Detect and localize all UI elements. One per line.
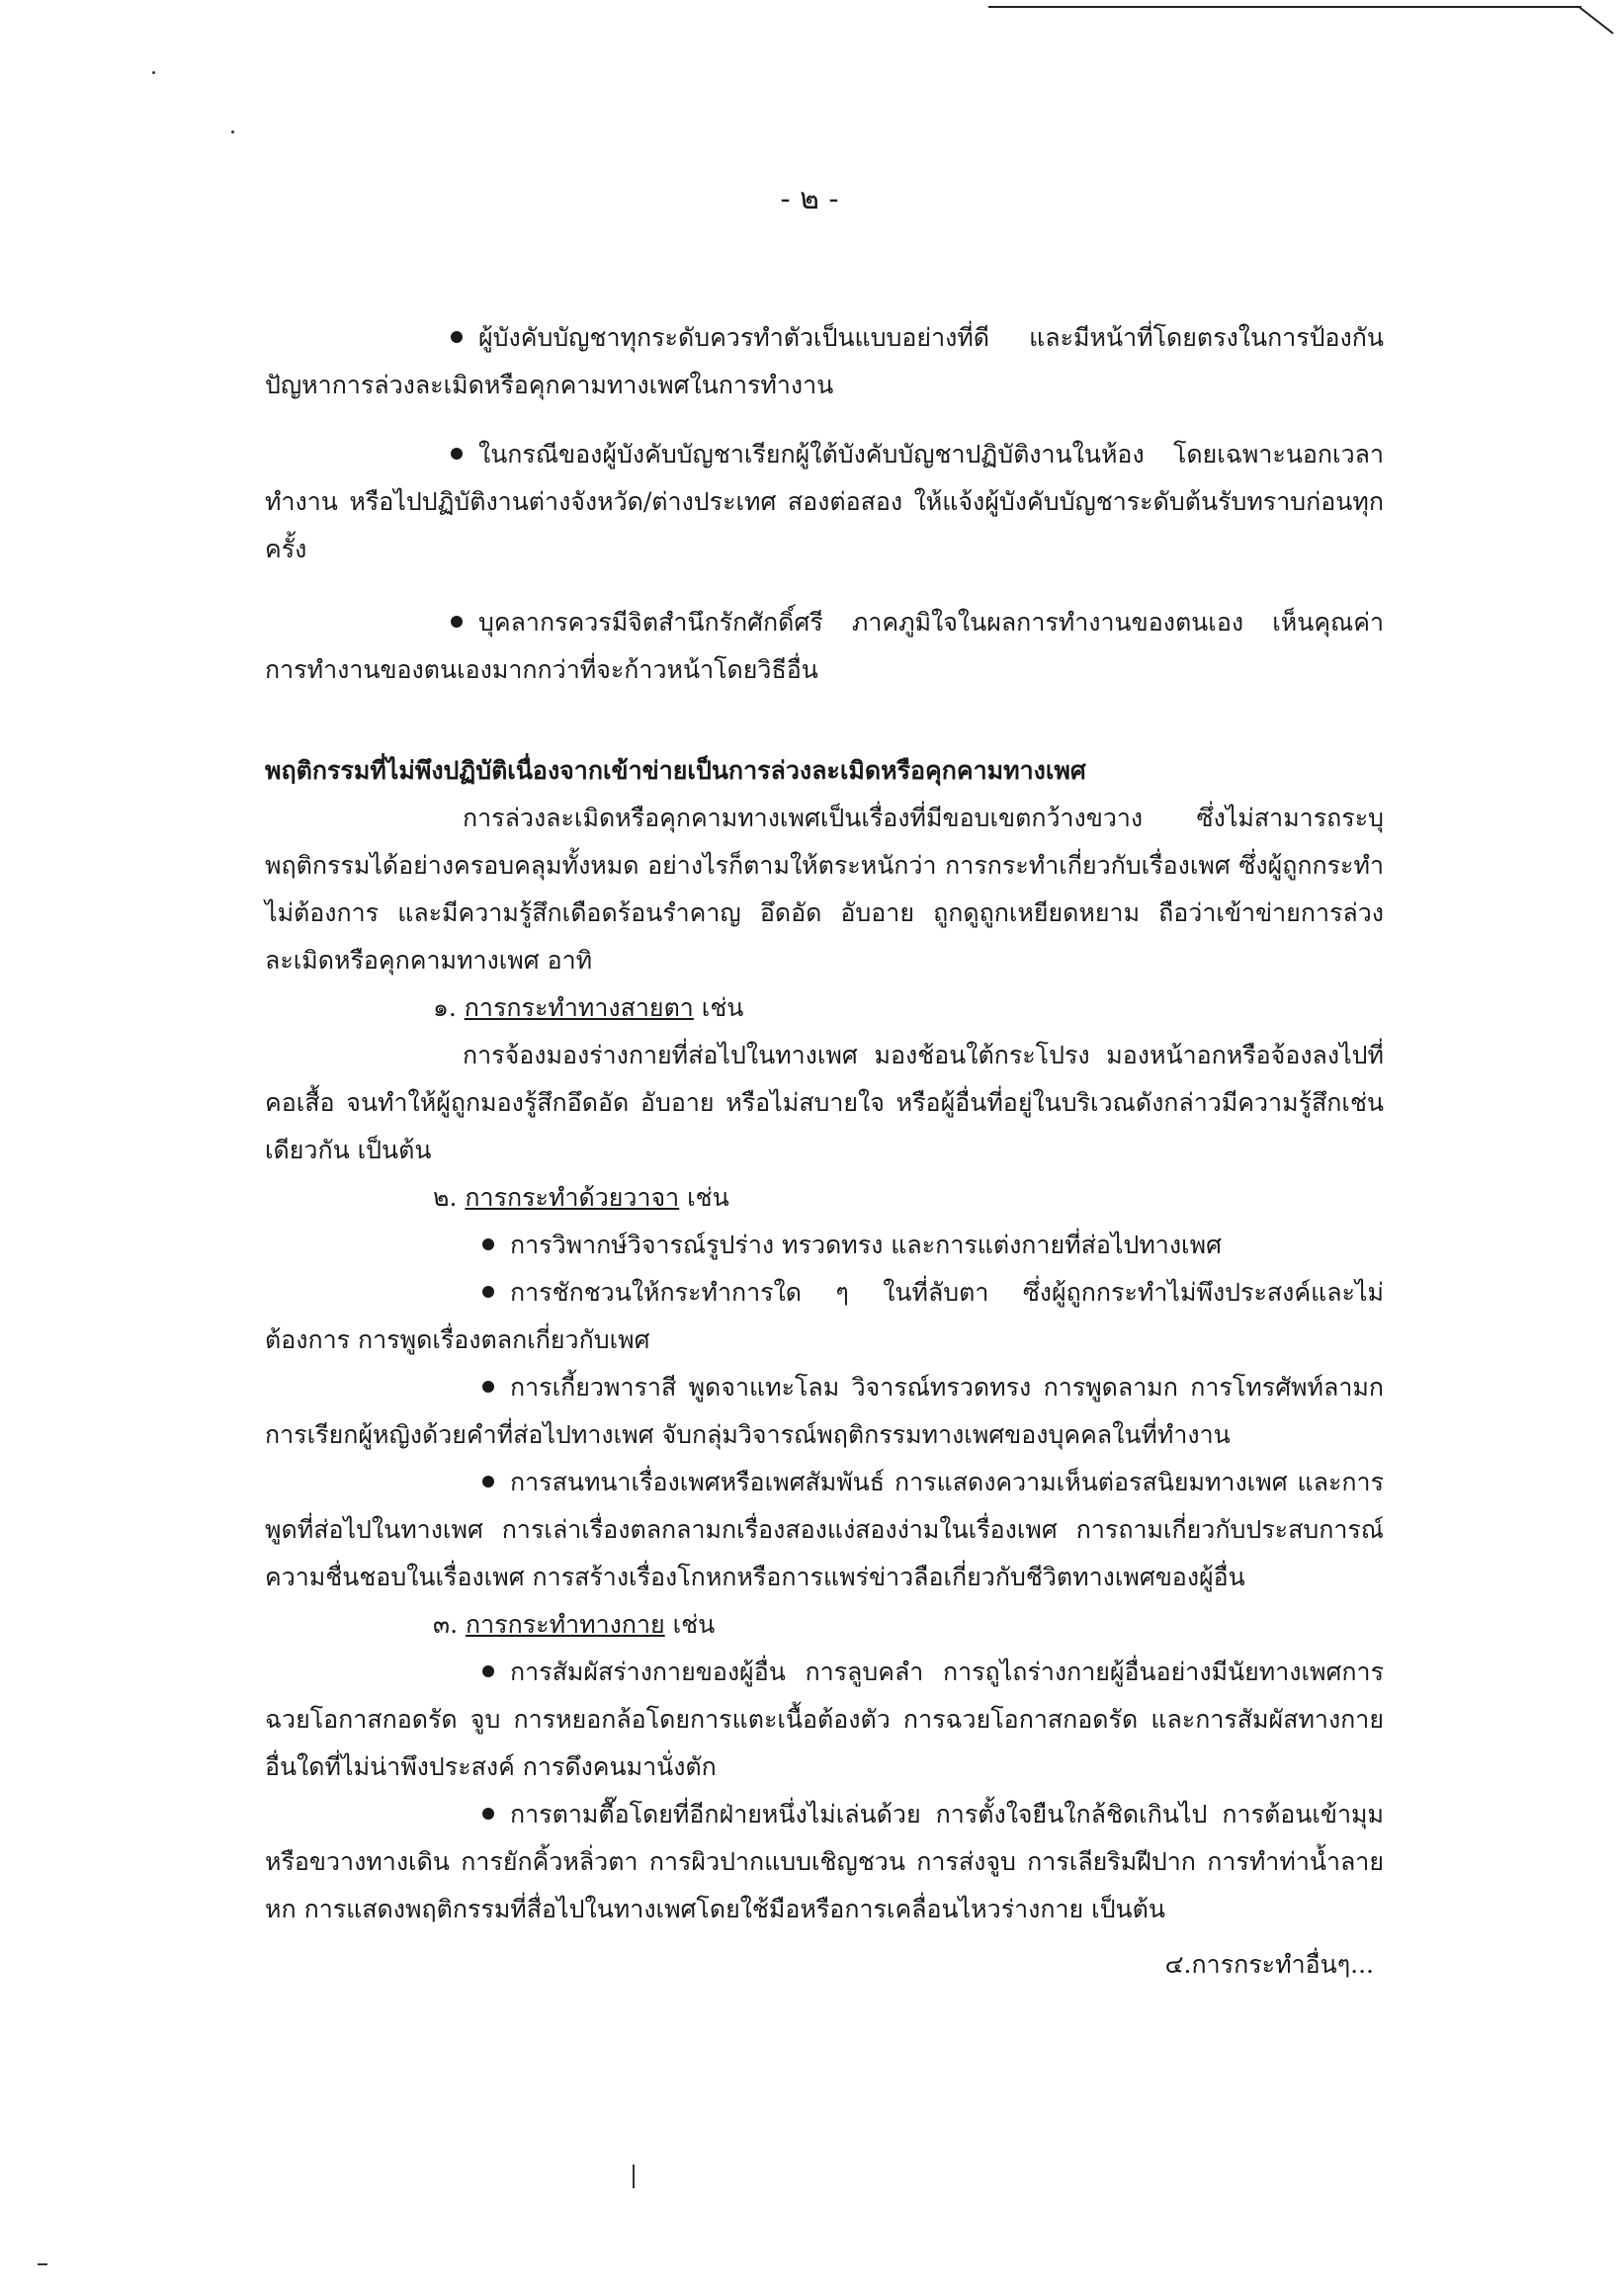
section-intro: การล่วงละเมิดหรือคุกคามทางเพศเป็นเรื่องที่มีขอบเขตกว้างขวาง ซึ่งไม่สามารถระบุพฤติกรรมได้อย่างครอบคลุมทั้งหมด อย่างไรก็ตามให้ตระหนักว่า การกระทำเกี่ยวกับเรื่องเพศ ซึ่งผู้ถูกกระทำไม่ต้องการ และมีความรู้สึกเดือดร้อนรำคาญ อึดอัด อับอาย ถูกดูถูกเหยียดหยาม ถือว่าเข้าข่ายการล่วงละเมิดหรือคุกคามทางเพศ อาทิ bbox=[265, 804, 1384, 975]
item-1-heading bbox=[265, 984, 1384, 1032]
bullet-item bbox=[265, 314, 1384, 409]
item-suffix: เช่น bbox=[664, 1610, 716, 1639]
scan-speck bbox=[231, 130, 234, 133]
bullet-icon bbox=[482, 1286, 494, 1298]
item-suffix: เช่น bbox=[693, 993, 744, 1022]
scan-speck bbox=[633, 2165, 635, 2188]
item-title: การกระทำทางสายตา bbox=[464, 993, 694, 1022]
bullet-item bbox=[265, 599, 1384, 694]
bullet-item bbox=[265, 1649, 1384, 1791]
document-body bbox=[265, 314, 1384, 1933]
bullet-icon bbox=[451, 331, 463, 343]
bullet-text: ผู้บังคับบัญชาทุกระดับควรทำตัวเป็นแบบอย่างที่ดี และมีหน้าที่โดยตรงในการป้องกันปัญหาการล่วงละเมิดหรือคุกคามทางเพศในการทำงาน bbox=[265, 323, 1384, 399]
bullet-icon bbox=[451, 448, 463, 460]
bullet-icon bbox=[482, 1808, 494, 1820]
bullet-item bbox=[265, 1459, 1384, 1601]
item-number: ๒. bbox=[433, 1183, 458, 1212]
item-suffix: เช่น bbox=[679, 1183, 729, 1212]
scan-speck bbox=[152, 71, 155, 74]
bullet-text: การสนทนาเรื่องเพศหรือเพศสัมพันธ์ การแสดงความเห็นต่อรสนิยมทางเพศ และการพูดที่ส่อไปในทางเพศ การเล่าเรื่องตลกลามกเรื่องสองแง่สองง่ามในเรื่องเพศ การถามเกี่ยวกับประสบการณ์ ความชื่นชอบในเรื่องเพศ การสร้างเรื่องโกหกหรือการแพร่ข่าวลือเกี่ยวกับชีวิตทางเพศของผู้อื่น bbox=[265, 1468, 1384, 1591]
scan-corner-line bbox=[1578, 6, 1614, 35]
item-2-heading bbox=[265, 1174, 1384, 1222]
item-number: ๓. bbox=[433, 1610, 459, 1639]
scan-speck bbox=[38, 2263, 47, 2265]
bullet-text: การสัมผัสร่างกายของผู้อื่น การลูบคลำ การถูไถร่างกายผู้อื่นอย่างมีนัยทางเพศการฉวยโอกาสกอดรัด จูบ การหยอกล้อโดยการแตะเนื้อต้องตัว การฉวยโอกาสกอดรัด และการสัมผัสทางกายอื่นใดที่ไม่น่าพึงประสงค์ การดึงคนมานั่งตัก bbox=[265, 1658, 1384, 1781]
bullet-item bbox=[265, 431, 1384, 573]
item-1-text: การจ้องมองร่างกายที่ส่อไปในทางเพศ มองช้อนใต้กระโปรง มองหน้าอกหรือจ้องลงไปที่คอเสื้อ จนทำให้ผู้ถูกมองรู้สึกอึดอัด อับอาย หรือไม่สบายใจ หรือผู้อื่นที่อยู่ในบริเวณดังกล่าวมีความรู้สึกเช่นเดียวกัน เป็นต้น bbox=[265, 1041, 1384, 1164]
bullet-text: ในกรณีของผู้บังคับบัญชาเรียกผู้ใต้บังคับบัญชาปฏิบัติงานในห้อง โดยเฉพาะนอกเวลาทำงาน หรือไปปฏิบัติงานต่างจังหวัด/ต่างประเทศ สองต่อสอง ให้แจ้งผู้บังคับบัญชาระดับต้นรับทราบก่อนทุกครั้ง bbox=[265, 440, 1384, 563]
bullet-text: การชักชวนให้กระทำการใด ๆ ในที่ลับตา ซึ่งผู้ถูกกระทำไม่พึงประสงค์และไม่ต้องการ การพูดเรื่องตลกเกี่ยวกับเพศ bbox=[265, 1278, 1384, 1354]
bullet-item bbox=[265, 1269, 1384, 1364]
bullet-item bbox=[265, 1222, 1384, 1269]
bullet-text: การวิพากษ์วิจารณ์รูปร่าง ทรวดทรง และการแต่งกายที่ส่อไปทางเพศ bbox=[510, 1231, 1222, 1259]
scan-border-line bbox=[988, 6, 1581, 8]
bullet-text: การตามตื๊อโดยที่อีกฝ่ายหนึ่งไม่เล่นด้วย การตั้งใจยืนใกล้ชิดเกินไป การต้อนเข้ามุมหรือขวางทางเดิน การยักคิ้วหลิ่วตา การผิวปากแบบเชิญชวน การส่งจูบ การเลียริมฝีปาก การทำท่าน้ำลายหก การแสดงพฤติกรรมที่สื่อไปในทางเพศโดยใช้มือหรือการเคลื่อนไหวร่างกาย เป็นต้น bbox=[265, 1800, 1384, 1923]
bullet-icon bbox=[482, 1238, 494, 1250]
bullet-icon bbox=[482, 1381, 494, 1393]
item-title: การกระทำด้วยวาจา bbox=[465, 1183, 680, 1212]
item-title: การกระทำทางกาย bbox=[466, 1610, 665, 1639]
bullet-item bbox=[265, 1791, 1384, 1933]
item-number: ๑. bbox=[433, 993, 457, 1022]
item-3-heading bbox=[265, 1601, 1384, 1649]
page-number: - ๒ - bbox=[780, 182, 839, 216]
bullet-item bbox=[265, 1364, 1384, 1459]
section-heading: พฤติกรรมที่ไม่พึงปฏิบัติเนื่องจากเข้าข่ายเป็นการล่วงละเมิดหรือคุกคามทางเพศ bbox=[265, 756, 1086, 785]
bullet-text: บุคลากรควรมีจิตสำนึกรักศักดิ์ศรี ภาคภูมิใจในผลการทำงานของตนเอง เห็นคุณค่าการทำงานของตนเองมากกว่าที่จะก้าวหน้าโดยวิธีอื่น bbox=[265, 608, 1384, 684]
bullet-icon bbox=[482, 1665, 494, 1677]
continuation-note: ๔.การกระทำอื่นๆ... bbox=[1164, 1950, 1374, 1979]
bullet-text: การเกี้ยวพาราสี พูดจาแทะโลม วิจารณ์ทรวดทรง การพูดลามก การโทรศัพท์ลามกการเรียกผู้หญิงด้วยคำที่ส่อไปทางเพศ จับกลุ่มวิจารณ์พฤติกรรมทางเพศของบุคคลในที่ทำงาน bbox=[265, 1373, 1384, 1449]
bullet-icon bbox=[451, 616, 463, 628]
bullet-icon bbox=[482, 1476, 494, 1488]
